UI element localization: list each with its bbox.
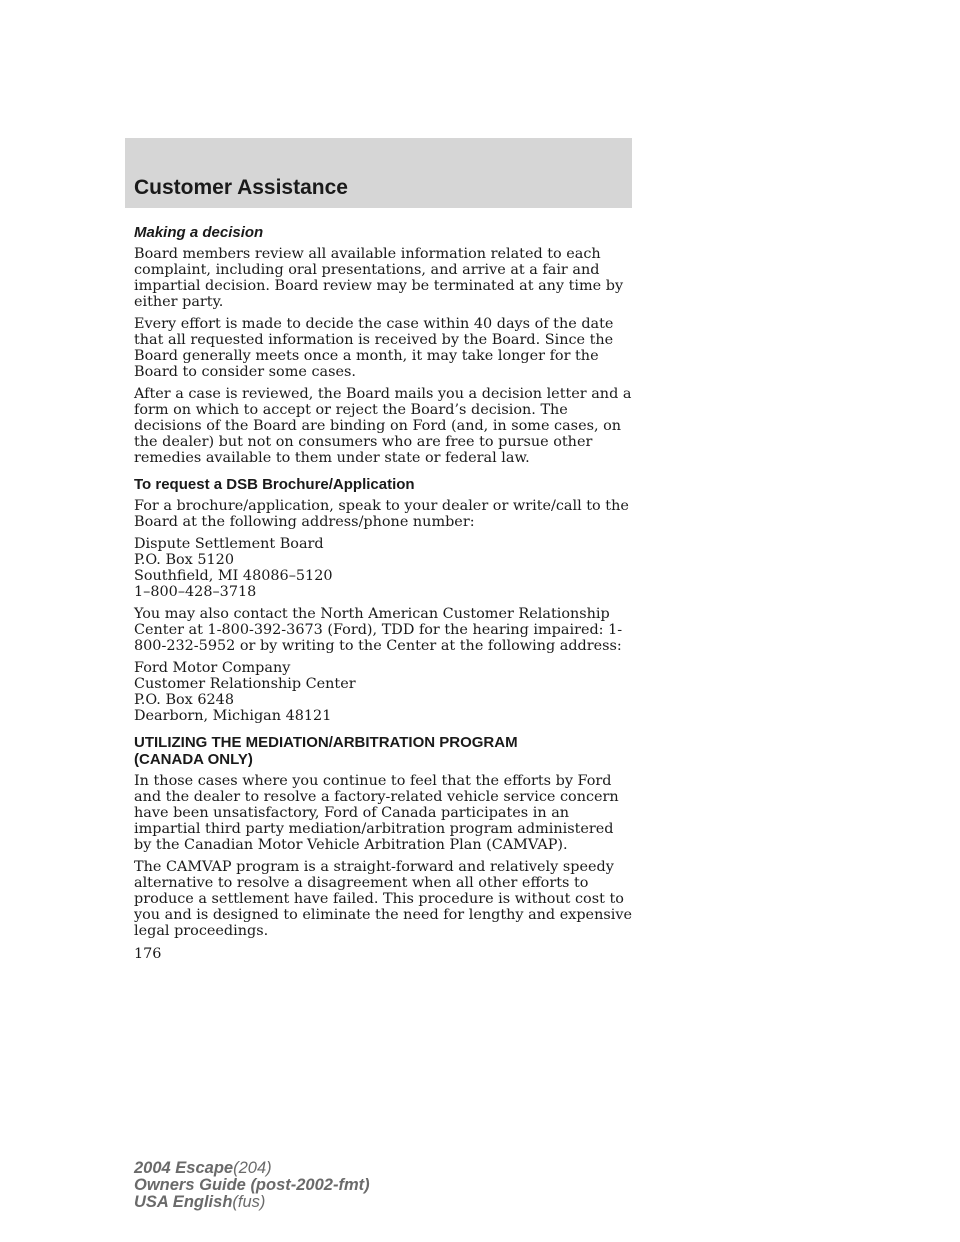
address-line: Southfield, MI 48086–5120 [134,568,333,584]
heading-line: (CANADA ONLY) [134,751,253,768]
footer-model-code: (204) [233,1159,272,1177]
footer-model: 2004 Escape [134,1159,234,1177]
paragraph: You may also contact the North American Customer Relationship Center at 1-800-392-3673 (Ford), TDD for the hearing impaired: 1-800-232-5952 or by writing to the Center at the following address: [134,606,623,654]
footer-language-code: (fus) [232,1193,266,1211]
address-line: Dispute Settlement Board [134,536,324,552]
footer-line-language [134,1194,370,1211]
footer-language: USA English [134,1193,233,1211]
footer-line-guide [134,1177,370,1194]
section-heading-dsb-brochure: To request a DSB Brochure/Application [134,476,415,493]
paragraph: Every effort is made to decide the case within 40 days of the date that all requested information is received by the Board. Since the Board generally meets once a month, it may take longer for the Board to consider some cases. [134,316,614,380]
page-number: 176 [134,946,162,962]
paragraph: For a brochure/application, speak to your dealer or write/call to the Board at the following address/phone number: [134,498,629,530]
section-heading-mediation [134,734,634,768]
footer-line-model [134,1160,370,1177]
address-line: Customer Relationship Center [134,676,356,692]
page-title: Customer Assistance [134,176,348,199]
footer-metadata [134,1160,370,1211]
section-heading-making-decision: Making a decision [134,224,264,241]
address-line: Dearborn, Michigan 48121 [134,708,332,724]
paragraph: Board members review all available information related to each complaint, including oral presentations, and arrive at a fair and impartial decision. Board review may be terminated at any time by either party. [134,246,624,310]
dsb-address-block [134,536,634,600]
phone-line: 1–800–428–3718 [134,584,257,600]
ford-address-block [134,660,634,724]
paragraph: After a case is reviewed, the Board mails you a decision letter and a form on which to accept or reject the Board’s decision. The decisions of the Board are binding on Ford (and, in some cases, on the dealer) but not on consumers who are free to pursue other remedies available to them under state or federal law. [134,386,632,466]
address-line: P.O. Box 5120 [134,552,234,568]
address-line: P.O. Box 6248 [134,692,234,708]
paragraph: In those cases where you continue to feel that the efforts by Ford and the dealer to resolve a factory-related vehicle service concern have been unsatisfactory, Ford of Canada participates in an impartial third party mediation/arbitration program administered by the Canadian Motor Vehicle Arbitration Plan (CAMVAP). [134,773,619,853]
heading-line: UTILIZING THE MEDIATION/ARBITRATION PROGRAM [134,734,518,751]
main-content [134,224,634,945]
address-line: Ford Motor Company [134,660,291,676]
paragraph: The CAMVAP program is a straight-forward and relatively speedy alternative to resolve a disagreement when all other efforts to produce a settlement have failed. This procedure is without cost to you and is designed to eliminate the need for lengthy and expensive legal proceedings. [134,859,632,939]
footer-guide: Owners Guide (post-2002-fmt) [134,1176,370,1194]
